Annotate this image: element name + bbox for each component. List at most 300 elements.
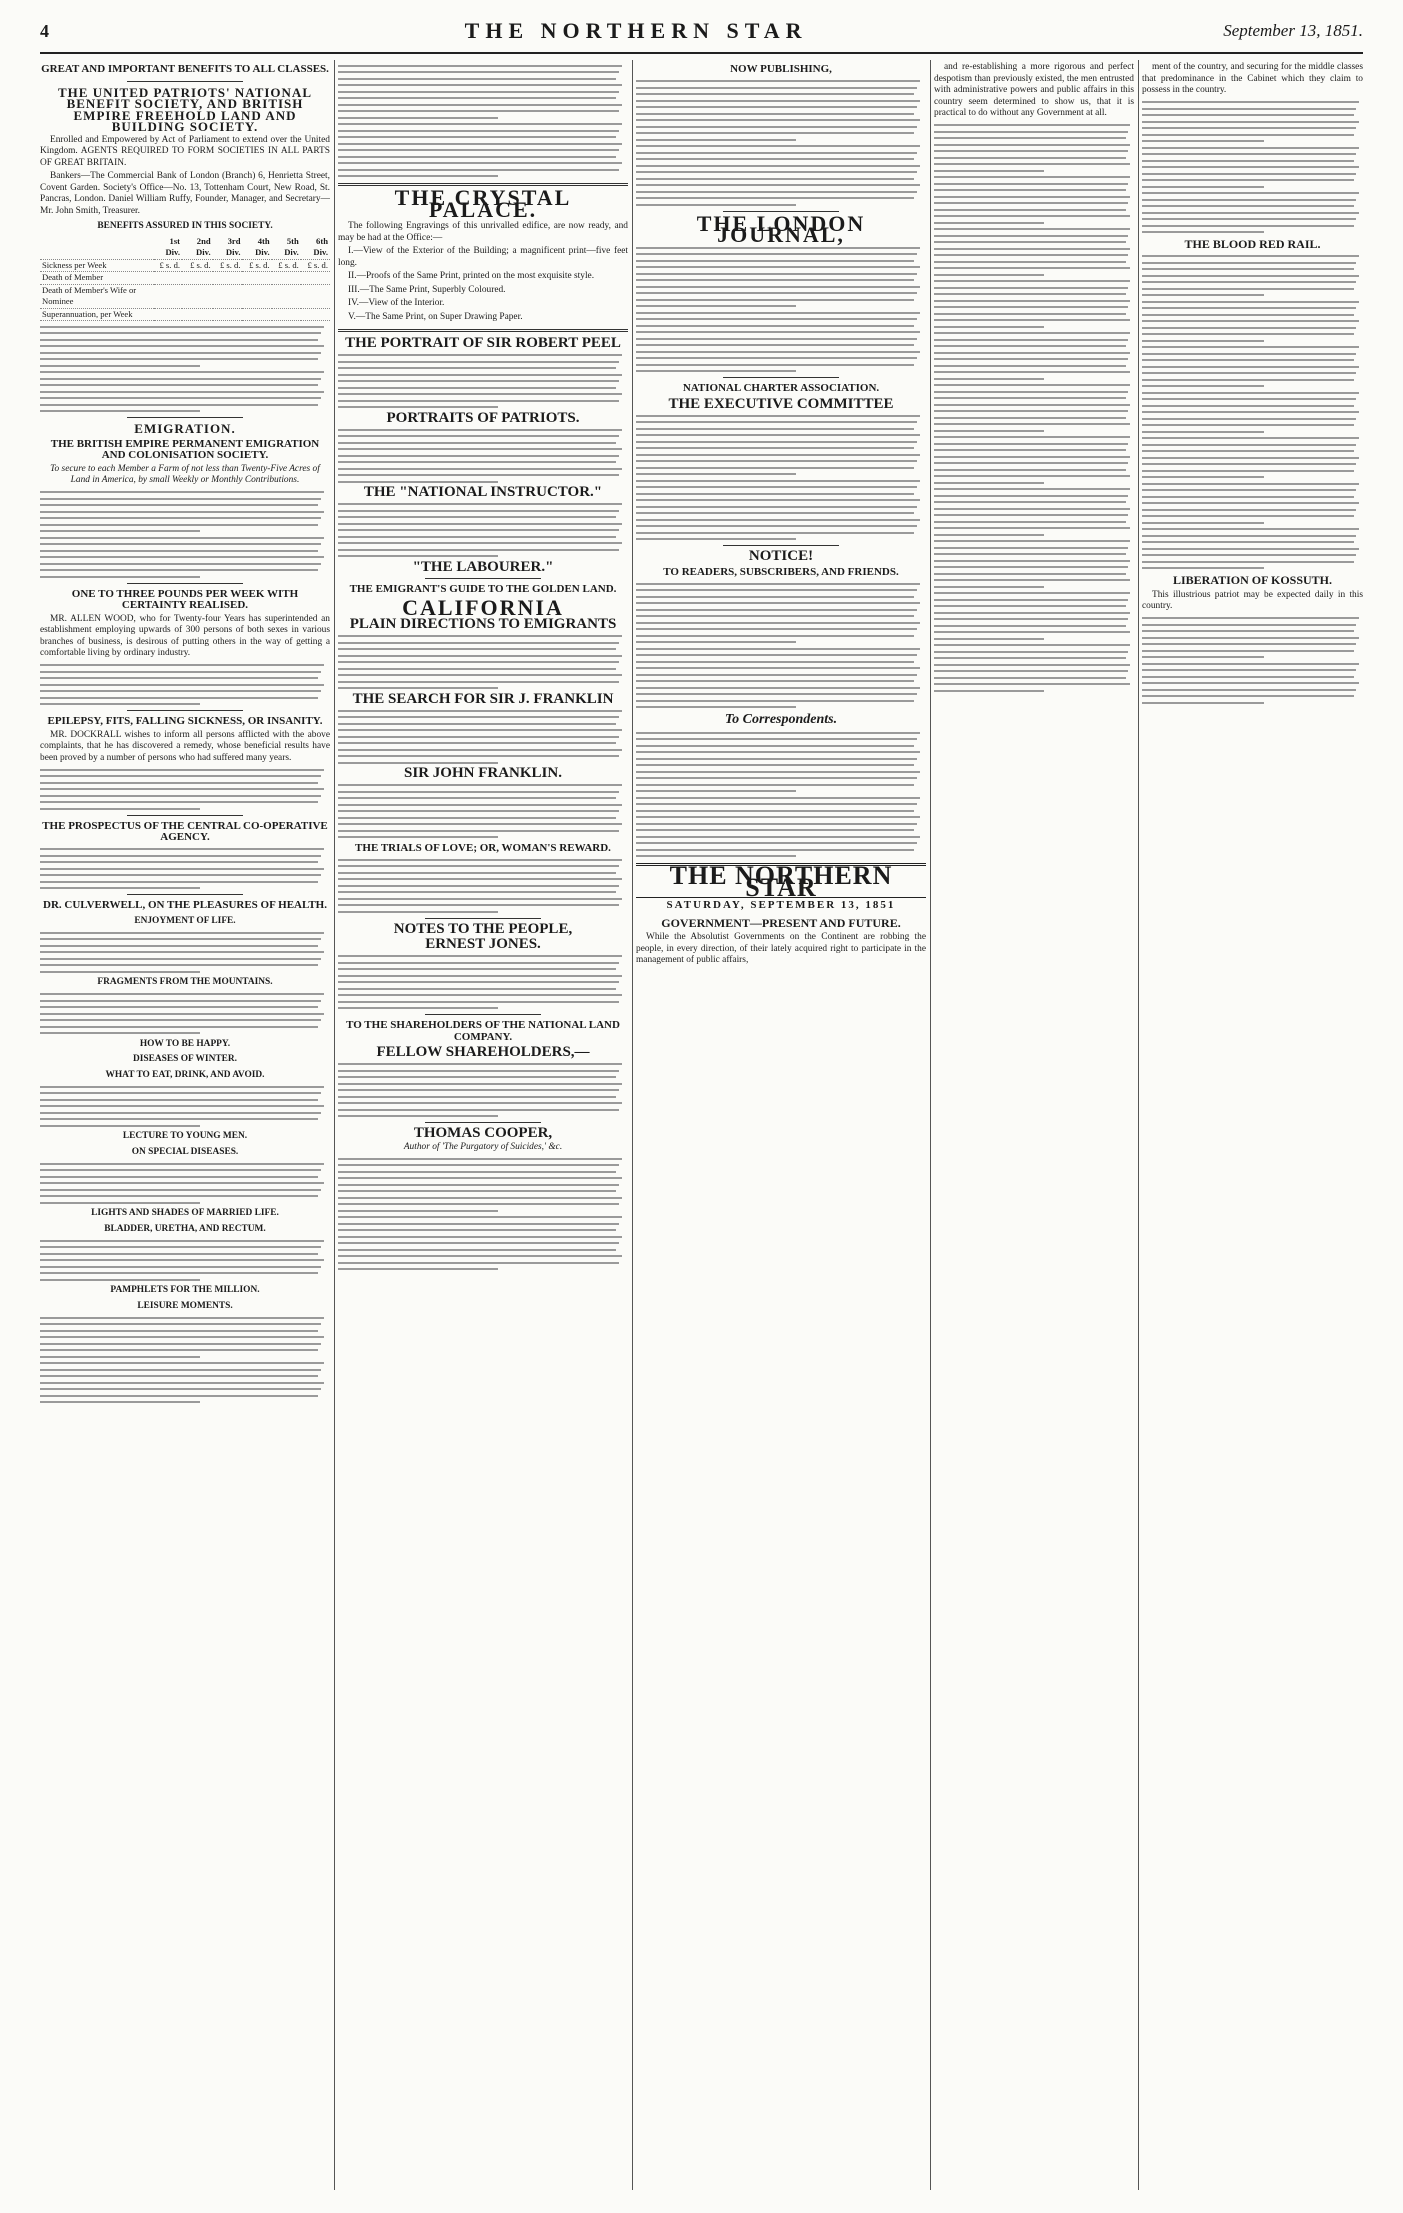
- body-text-line: [636, 467, 914, 469]
- body-text-line: [636, 447, 914, 449]
- society-body: Enrolled and Empowered by Act of Parliament to extend over the United Kingdom. AGENTS REQUIRED TO FORM SOCIETIES IN ALL PARTS OF GREAT BRITAIN.: [40, 134, 330, 168]
- body-text-line: [636, 771, 920, 773]
- body-text-line: [40, 1395, 318, 1397]
- body-text-line: [636, 292, 917, 294]
- body-text-line: [934, 670, 1128, 672]
- body-text-line: [1142, 231, 1264, 233]
- filler-text: [1142, 617, 1363, 658]
- body-text-line: [934, 469, 1126, 471]
- benefits-assured-heading: BENEFITS ASSURED IN THIS SOCIETY.: [97, 221, 273, 231]
- body-text-line: [636, 139, 796, 141]
- body-text-line: [1142, 617, 1359, 619]
- table-cell: Death of Member: [40, 272, 154, 285]
- body-text-line: [40, 1279, 200, 1281]
- body-text-line: [338, 374, 622, 376]
- body-text-line: [1142, 108, 1356, 110]
- lights-title: LIGHTS AND SHADES OF MARRIED LIFE.: [91, 1208, 279, 1218]
- filler-text: [1142, 255, 1363, 296]
- body-text-line: [338, 817, 616, 819]
- body-text-line: [338, 536, 616, 538]
- filler-text: [934, 332, 1134, 380]
- body-text-line: [934, 579, 1130, 581]
- body-text-line: [934, 540, 1130, 542]
- body-text-line: [338, 810, 619, 812]
- body-text-line: [338, 175, 498, 177]
- body-text-line: [636, 100, 920, 102]
- filler-text: [338, 1158, 628, 1212]
- body-text-line: [934, 638, 1044, 640]
- filler-text: [934, 488, 1134, 536]
- body-text-line: [636, 480, 920, 482]
- body-text-line: [338, 367, 616, 369]
- society-officers: Bankers—The Commercial Bank of London (Branch) 6, Henrietta Street, Covent Garden. Society's Office—No. 13, Tottenham Court, New Road, St. Pancras, London. Daniel William Ruffy, Founder, Manager, and Secretary—Mr. John Smith, Treasurer.: [40, 171, 330, 216]
- body-text-line: [934, 397, 1126, 399]
- body-text-line: [338, 823, 622, 825]
- body-text-line: [934, 267, 1130, 269]
- table-cell: [301, 284, 330, 308]
- body-text-line: [338, 904, 619, 906]
- body-text-line: [934, 189, 1126, 191]
- filler-text: [636, 732, 926, 793]
- body-text-line: [40, 378, 321, 380]
- body-text-line: [1142, 212, 1359, 214]
- body-text-line: [338, 1249, 616, 1251]
- list-item: I.—View of the Exterior of the Building; a magnificent print—five feet long.: [338, 246, 628, 268]
- body-text-line: [1142, 166, 1359, 168]
- body-text-line: [338, 898, 622, 900]
- body-text-line: [636, 286, 920, 288]
- body-text-line: [934, 657, 1126, 659]
- body-text-line: [40, 1169, 321, 1171]
- body-text-line: [1142, 522, 1264, 524]
- body-text-line: [338, 1229, 616, 1231]
- body-text-line: [338, 674, 622, 676]
- filler-text: [636, 312, 926, 373]
- body-text-line: [934, 384, 1130, 386]
- body-text-line: [934, 124, 1130, 126]
- body-text-line: [338, 668, 616, 670]
- table-row: [40, 259, 330, 272]
- body-text-line: [934, 228, 1130, 230]
- body-text-line: [1142, 444, 1356, 446]
- body-text-line: [636, 493, 914, 495]
- table-cell: £ s. d.: [242, 259, 271, 272]
- benefits-heading: GREAT AND IMPORTANT BENEFITS TO ALL CLASSES.: [41, 63, 329, 75]
- body-text-line: [934, 287, 1128, 289]
- body-text-line: [40, 410, 200, 412]
- body-text-line: [40, 801, 318, 803]
- body-text-line: [636, 648, 920, 650]
- body-text-line: [934, 248, 1130, 250]
- emigration-body: To secure to each Member a Farm of not less than Twenty-Five Acres of Land in America, by small Weekly or Monthly Contributions.: [50, 463, 320, 485]
- cooper-title: THOMAS COOPER,: [413, 1125, 553, 1141]
- masthead-date: September 13, 1851.: [1223, 21, 1363, 40]
- body-text-line: [338, 1184, 619, 1186]
- filler-text: [1142, 346, 1363, 387]
- body-text-line: [338, 361, 619, 363]
- body-text-line: [934, 410, 1128, 412]
- body-text-line: [338, 516, 616, 518]
- benefits-table-header: [40, 236, 154, 260]
- body-text-line: [40, 404, 318, 406]
- body-text-line: [40, 932, 324, 934]
- body-text-line: [934, 306, 1128, 308]
- body-text-line: [934, 436, 1130, 438]
- body-text-line: [1142, 186, 1264, 188]
- body-text-line: [338, 380, 619, 382]
- body-text-line: [934, 293, 1126, 295]
- body-text-line: [338, 878, 622, 880]
- body-text-line: [636, 654, 917, 656]
- body-text-line: [934, 612, 1130, 614]
- table-cell: Death of Member's Wife or Nominee: [40, 284, 154, 308]
- body-text-line: [636, 641, 796, 643]
- body-text-line: [338, 755, 619, 757]
- body-text-line: [338, 117, 498, 119]
- body-text-line: [636, 777, 917, 779]
- body-text-line: [1142, 205, 1354, 207]
- body-text-line: [636, 87, 917, 89]
- body-text-line: [636, 171, 917, 173]
- body-text-line: [40, 511, 324, 513]
- body-text-line: [338, 406, 498, 408]
- body-text-line: [1142, 114, 1354, 116]
- body-text-line: [40, 365, 200, 367]
- plain-directions-title: PLAIN DIRECTIONS TO EMIGRANTS: [349, 616, 617, 632]
- body-text-line: [1142, 160, 1354, 162]
- body-text-line: [338, 1197, 622, 1199]
- body-text-line: [1142, 650, 1354, 652]
- body-text-line: [636, 790, 796, 792]
- body-text-line: [934, 605, 1126, 607]
- government-lead: While the Absolutist Governments on the Continent are robbing the people, in every direction, of their lately acquired right to participate in the management of public affairs,: [636, 932, 926, 965]
- body-text-line: [934, 443, 1128, 445]
- crystal-list: [338, 246, 628, 323]
- body-text-line: [1142, 255, 1359, 257]
- body-text-line: [636, 538, 796, 540]
- body-text-line: [338, 481, 498, 483]
- body-text-line: [338, 962, 619, 964]
- body-text-line: [934, 365, 1126, 367]
- body-text-line: [1142, 379, 1354, 381]
- body-text-line: [40, 576, 200, 578]
- instructor-title: THE "NATIONAL INSTRUCTOR.": [363, 484, 603, 500]
- body-text-line: [40, 1388, 321, 1390]
- happy-title: HOW TO BE HAPPY.: [139, 1038, 231, 1049]
- body-text-line: [636, 441, 917, 443]
- filler-text: [40, 371, 330, 412]
- labourer-title: "THE LABOURER.": [412, 558, 554, 575]
- body-text-line: [338, 723, 616, 725]
- column-5-continuation: ment of the country, and securing for the middle classes that predominance in the Cabinet which they claim to possess in the country.: [1142, 62, 1363, 95]
- body-text-line: [636, 266, 920, 268]
- society-title: THE UNITED PATRIOTS' NATIONAL BENEFIT SOCIETY, AND BRITISH EMPIRE FREEHOLD LAND AND BUILDING SOCIETY.: [57, 84, 312, 134]
- benefits-table-header: 5th Div.: [272, 236, 301, 260]
- body-text-line: [338, 84, 622, 86]
- cooper-sub: Author of 'The Purgatory of Suicides,' &c.: [403, 1141, 563, 1152]
- body-text-line: [636, 415, 920, 417]
- medical-ad-body: MR. ALLEN WOOD, who for Twenty-four Years has superintended an establishment employing upwards of 300 persons of both sexes in various branches of business, is desirous of putting others in the way of getting a comfortable living by ordinary industry.: [40, 613, 330, 658]
- body-text-line: [934, 176, 1130, 178]
- body-text-line: [40, 1013, 324, 1015]
- body-text-line: [1142, 121, 1359, 123]
- column-1: [40, 60, 330, 2190]
- filler-text: [338, 635, 628, 689]
- body-text-line: [338, 1096, 616, 1098]
- body-text-line: [40, 1118, 318, 1120]
- crystal-palace-body: The following Engravings of this unrivalled edifice, are now ready, and may be had at the Office:—: [338, 221, 628, 243]
- body-text-line: [338, 136, 616, 138]
- column-5: [1142, 60, 1363, 2190]
- body-text-line: [636, 325, 914, 327]
- table-cell: £ s. d.: [182, 259, 213, 272]
- body-text-line: [40, 782, 318, 784]
- body-text-line: [1142, 268, 1354, 270]
- body-text-line: [40, 1086, 324, 1088]
- body-text-line: [636, 119, 920, 121]
- body-text-line: [1142, 528, 1359, 530]
- body-text-line: [338, 474, 619, 476]
- body-text-line: [636, 454, 920, 456]
- body-text-line: [338, 1216, 622, 1218]
- body-text-line: [636, 260, 914, 262]
- body-text-line: [636, 506, 917, 508]
- body-text-line: [934, 196, 1130, 198]
- body-text-line: [636, 751, 920, 753]
- body-text-line: [338, 1109, 619, 1111]
- filler-text: [338, 429, 628, 483]
- body-text-line: [338, 1164, 619, 1166]
- body-text-line: [636, 680, 914, 682]
- body-text-line: [636, 434, 920, 436]
- body-text-line: [338, 784, 622, 786]
- body-text-line: [636, 589, 917, 591]
- body-text-line: [1142, 320, 1359, 322]
- table-cell: [213, 308, 243, 321]
- body-text-line: [934, 391, 1128, 393]
- filler-text: [1142, 192, 1363, 233]
- table-cell: £ s. d.: [154, 259, 182, 272]
- body-text-line: [636, 609, 917, 611]
- list-item: II.—Proofs of the Same Print, printed on the most exquisite style.: [348, 271, 595, 281]
- body-text-line: [40, 1356, 200, 1358]
- body-text-line: [934, 274, 1044, 276]
- body-text-line: [1142, 140, 1264, 142]
- body-text-line: [1142, 567, 1264, 569]
- body-text-line: [40, 563, 321, 565]
- body-text-line: [934, 358, 1128, 360]
- body-text-line: [1142, 463, 1356, 465]
- table-cell: [272, 284, 301, 308]
- body-text-line: [40, 1375, 318, 1377]
- body-text-line: [934, 137, 1126, 139]
- body-text-line: [338, 455, 619, 457]
- body-text-line: [338, 710, 622, 712]
- body-text-line: [934, 651, 1128, 653]
- body-text-line: [40, 671, 321, 673]
- body-text-line: [636, 803, 917, 805]
- body-text-line: [1142, 502, 1359, 504]
- body-text-line: [934, 423, 1130, 425]
- body-text-line: [40, 1163, 324, 1165]
- body-text-line: [40, 569, 318, 571]
- body-text-line: [40, 1317, 324, 1319]
- body-text-line: [40, 938, 321, 940]
- body-text-line: [338, 1255, 622, 1257]
- table-cell: [182, 308, 213, 321]
- body-text-line: [338, 716, 619, 718]
- body-text-line: [636, 113, 914, 115]
- body-text-line: [338, 859, 622, 861]
- body-text-line: [40, 1272, 318, 1274]
- culverwell-title: DR. CULVERWELL, ON THE PLEASURES OF HEALTH.: [43, 899, 327, 911]
- body-text-line: [934, 592, 1130, 594]
- body-text-line: [934, 449, 1126, 451]
- table-row: [40, 284, 330, 308]
- body-text-line: [934, 404, 1130, 406]
- body-text-line: [40, 498, 321, 500]
- filler-text: [636, 480, 926, 541]
- body-text-line: [40, 958, 321, 960]
- body-text-line: [40, 530, 200, 532]
- filler-text: [636, 415, 926, 476]
- body-text-line: [636, 583, 920, 585]
- body-text-line: [338, 549, 619, 551]
- body-text-line: [1142, 359, 1354, 361]
- table-cell: [154, 284, 182, 308]
- body-text-line: [1142, 218, 1356, 220]
- body-text-line: [338, 830, 619, 832]
- body-text-line: [934, 521, 1126, 523]
- body-text-line: [636, 204, 796, 206]
- body-text-line: [636, 93, 914, 95]
- body-text-line: [636, 126, 917, 128]
- filler-text: [1142, 301, 1363, 342]
- body-text-line: [40, 874, 321, 876]
- body-text-line: [40, 1336, 324, 1338]
- notice-title: NOTICE!: [748, 548, 814, 564]
- body-text-line: [1142, 333, 1354, 335]
- body-text-line: [338, 1210, 498, 1212]
- page-number: 4: [40, 20, 49, 41]
- body-text-line: [1142, 288, 1354, 290]
- body-text-line: [636, 810, 914, 812]
- body-text-line: [934, 202, 1128, 204]
- body-text-line: [636, 499, 920, 501]
- column-4-continuation: and re-establishing a more rigorous and perfect despotism than previously existed, the men entrusted with administrative powers and public affairs in this country seem determined to show us, that it is practical to do without any Government at all.: [934, 62, 1134, 118]
- body-text-line: [934, 547, 1128, 549]
- body-text-line: [40, 1032, 200, 1034]
- filler-text: [40, 1317, 330, 1358]
- body-text-line: [338, 104, 622, 106]
- body-text-line: [636, 628, 917, 630]
- kossuth-lead: This illustrious patriot may be expected daily in this country.: [1142, 589, 1363, 611]
- body-text-line: [338, 1268, 498, 1270]
- body-text-line: [1142, 366, 1359, 368]
- body-text-line: [40, 1259, 324, 1261]
- body-text-line: [934, 254, 1128, 256]
- body-text-line: [1142, 548, 1359, 550]
- body-text-line: [1142, 225, 1354, 227]
- body-text-line: [40, 945, 318, 947]
- body-text-line: [636, 299, 914, 301]
- filler-text: [636, 583, 926, 644]
- body-text-line: [636, 178, 914, 180]
- body-text-line: [934, 475, 1130, 477]
- body-text-line: [338, 71, 619, 73]
- body-text-line: [338, 1070, 619, 1072]
- body-text-line: [636, 184, 920, 186]
- body-text-line: [636, 532, 914, 534]
- body-text-line: [338, 542, 622, 544]
- body-text-line: [338, 435, 619, 437]
- body-text-line: [40, 1323, 321, 1325]
- filler-text: [40, 932, 330, 973]
- table-cell: [301, 308, 330, 321]
- body-text-line: [636, 197, 914, 199]
- body-text-line: [338, 988, 616, 990]
- body-text-line: [1142, 385, 1264, 387]
- body-text-line: [636, 152, 917, 154]
- body-text-line: [338, 1007, 498, 1009]
- body-text-line: [934, 313, 1126, 315]
- body-text-line: [338, 891, 616, 893]
- body-text-line: [636, 706, 796, 708]
- body-text-line: [40, 391, 324, 393]
- body-text-line: [40, 775, 321, 777]
- body-text-line: [934, 566, 1128, 568]
- body-text-line: [1142, 314, 1354, 316]
- body-text-line: [636, 305, 796, 307]
- body-text-line: [40, 504, 318, 506]
- body-text-line: [934, 150, 1128, 152]
- body-text-line: [934, 261, 1126, 263]
- body-text-line: [40, 1330, 318, 1332]
- body-text-line: [338, 791, 619, 793]
- body-text-line: [636, 667, 920, 669]
- body-text-line: [338, 1001, 619, 1003]
- body-text-line: [636, 693, 917, 695]
- body-text-line: [338, 523, 622, 525]
- body-text-line: [40, 964, 318, 966]
- body-text-line: [1142, 509, 1356, 511]
- body-text-line: [40, 1006, 318, 1008]
- body-text-line: [934, 332, 1130, 334]
- body-text-line: [1142, 470, 1354, 472]
- shareholders-title: TO THE SHAREHOLDERS OF THE NATIONAL LAND COMPANY.: [346, 1019, 620, 1043]
- lecture-title: LECTURE TO YOUNG MEN.: [122, 1131, 248, 1141]
- california-title: CALIFORNIA: [402, 594, 564, 620]
- body-text-line: [338, 354, 622, 356]
- body-text-line: [934, 534, 1044, 536]
- body-text-line: [40, 788, 324, 790]
- body-text-line: [40, 1125, 200, 1127]
- body-text-line: [338, 872, 616, 874]
- body-text-line: [40, 684, 324, 686]
- benefits-table-header: 1st Div.: [154, 236, 182, 260]
- body-text-line: [1142, 127, 1356, 129]
- body-text-line: [40, 550, 318, 552]
- body-text-line: [40, 1099, 318, 1101]
- body-text-line: [338, 729, 622, 731]
- enjoyment-title: ENJOYMENT OF LIFE.: [134, 915, 236, 926]
- body-text-line: [1142, 535, 1356, 537]
- body-text-line: [636, 525, 917, 527]
- body-text-line: [636, 344, 914, 346]
- filler-text: [338, 1063, 628, 1117]
- diseases-title: DISEASES OF WINTER.: [133, 1054, 237, 1064]
- filler-text: [934, 124, 1134, 172]
